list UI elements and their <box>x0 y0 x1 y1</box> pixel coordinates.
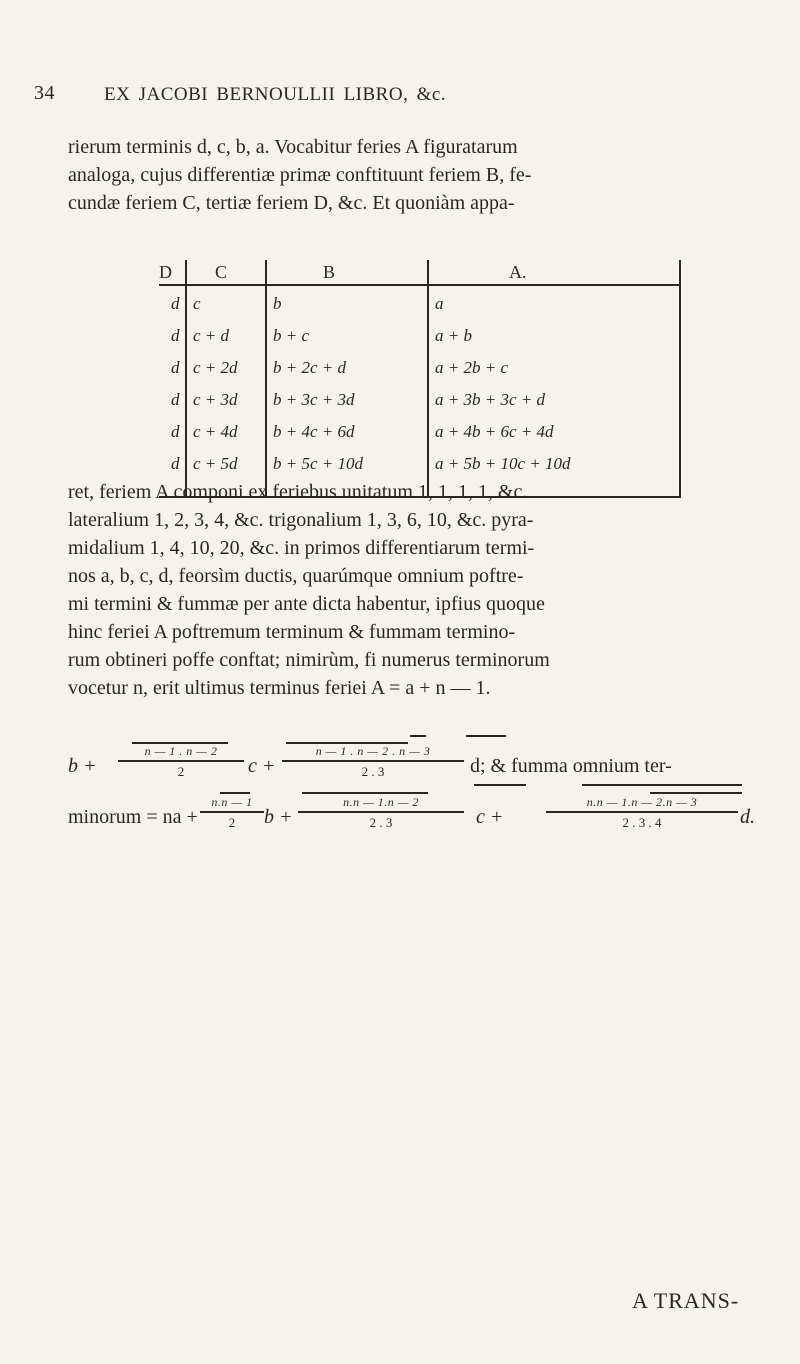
formula-term: c + <box>248 755 276 777</box>
vinculum <box>650 792 742 794</box>
table-header-c: C <box>215 262 228 282</box>
table-cell: b + 4c + 6d <box>273 422 355 441</box>
table-cell: b + 2c + d <box>273 358 346 377</box>
table-cell: a + 5b + 10c + 10d <box>435 454 571 473</box>
table-cell: b + 5c + 10d <box>273 454 363 473</box>
numerator: n.n — 1.n — 2 <box>343 795 419 809</box>
denominator: 2 <box>177 763 185 779</box>
fraction-bar <box>118 760 244 762</box>
formula-term: c + <box>476 806 504 828</box>
running-header <box>34 82 754 112</box>
formula-term: minorum = na + <box>68 806 198 828</box>
fraction <box>118 744 244 780</box>
text-line: mi termini & fummæ per ante dicta habentur, ipfius quoque <box>68 593 545 615</box>
table-cell: a <box>435 294 444 313</box>
table-cell: b <box>273 294 282 313</box>
text-line: vocetur n, erit ultimus terminus feriei A = a + n — 1. <box>68 677 491 699</box>
catchword: A TRANS- <box>632 1288 740 1313</box>
column-rule <box>427 260 429 498</box>
text-line: analoga, cujus differentiæ primæ conftituunt feriem B, fe- <box>68 164 532 186</box>
text-line: ret, feriem A componi ex feriebus unitatum 1, 1, 1, 1, &c. <box>68 481 528 503</box>
table-cell: d <box>171 326 180 345</box>
column-rule <box>679 260 681 498</box>
column-rule <box>185 260 187 498</box>
table-cell: a + b <box>435 326 472 345</box>
vinculum <box>302 792 428 794</box>
table-cell: d <box>171 358 180 377</box>
text-line: cundæ feriem C, tertiæ feriem D, &c. Et quoniàm appa- <box>68 192 515 214</box>
numerator: n — 1 . n — 2 . n — 3 <box>315 744 431 758</box>
table-cell: c + 3d <box>193 390 238 409</box>
vinculum <box>410 735 426 737</box>
text-line: midalium 1, 4, 10, 20, &c. in primos differentiarum termi- <box>68 537 535 559</box>
paragraph-2 <box>68 478 740 702</box>
table-header-a: A. <box>509 262 527 282</box>
text-line: hinc feriei A poftremum terminum & fummam termino- <box>68 621 516 643</box>
numerator: n.n — 1 <box>211 795 253 809</box>
fraction-bar <box>546 811 738 813</box>
text-line: nos a, b, c, d, feorsìm ductis, quarúmque omnium poftre- <box>68 565 524 587</box>
table-header-d: D <box>159 262 172 282</box>
text-line: rierum terminis d, c, b, a. Vocabitur feries A figuratarum <box>68 136 518 158</box>
numerator: n — 1 . n — 2 <box>144 744 218 758</box>
table-header-b: B <box>323 262 336 282</box>
text-line: lateralium 1, 2, 3, 4, &c. trigonalium 1, 3, 6, 10, &c. pyra- <box>68 509 534 531</box>
text-line: rum obtineri poffe conftat; nimirùm, fi numerus terminorum <box>68 649 550 671</box>
fraction <box>298 795 464 831</box>
fraction <box>546 795 738 831</box>
table-cell: c + d <box>193 326 230 345</box>
table-cell: b + c <box>273 326 310 345</box>
table-cell: a + 4b + 6c + 4d <box>435 422 554 441</box>
numerator: n.n — 1.n — 2.n — 3 <box>586 795 698 809</box>
table-cell: b + 3c + 3d <box>273 390 355 409</box>
table-cell: a + 2b + c <box>435 358 508 377</box>
column-rule <box>265 260 267 498</box>
header-rule <box>159 284 681 286</box>
running-title: EX JACOBI BERNOULLII LIBRO, &c. <box>104 84 447 105</box>
table-cell: c <box>193 294 201 313</box>
formula-term: b + <box>264 806 293 828</box>
table-cell: d <box>171 294 180 313</box>
vinculum <box>466 735 506 737</box>
series-table <box>159 260 681 500</box>
vinculum <box>220 792 250 794</box>
fraction <box>200 795 264 831</box>
denominator: 2 <box>228 814 236 830</box>
fraction-bar <box>200 811 264 813</box>
formula-term: d. <box>740 806 755 828</box>
vinculum <box>474 784 526 786</box>
table-cell: c + 2d <box>193 358 238 377</box>
denominator: 2 . 3 <box>361 763 385 779</box>
page-number: 34 <box>34 82 55 104</box>
denominator: 2 . 3 . 4 <box>622 814 662 830</box>
fraction-bar <box>298 811 464 813</box>
vinculum <box>582 784 742 786</box>
denominator: 2 . 3 <box>369 814 393 830</box>
table-cell: a + 3b + 3c + d <box>435 390 545 409</box>
table-cell: d <box>171 454 180 473</box>
paragraph-1 <box>68 133 740 217</box>
fraction <box>282 744 464 780</box>
formula-term: b + <box>68 755 97 777</box>
table-cell: c + 4d <box>193 422 238 441</box>
table-cell: c + 5d <box>193 454 238 473</box>
formula-term: d; & fumma omnium ter- <box>470 755 672 777</box>
table-cell: d <box>171 390 180 409</box>
table-cell: d <box>171 422 180 441</box>
fraction-bar <box>282 760 464 762</box>
